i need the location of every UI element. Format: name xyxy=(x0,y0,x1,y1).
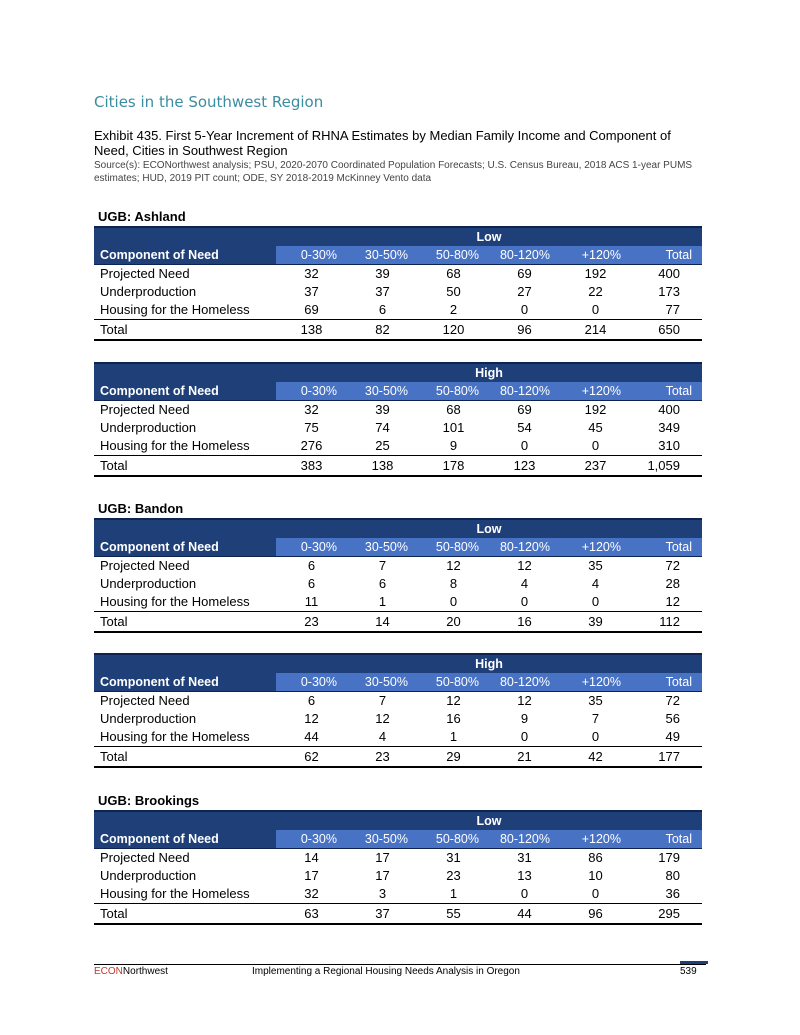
table-cell: 173 xyxy=(658,284,680,299)
row-label: Total xyxy=(94,320,276,341)
band-spacer xyxy=(94,811,276,830)
table-cell: 12 xyxy=(304,711,319,726)
column-header: +120% xyxy=(560,382,631,401)
table-cell: 4 xyxy=(347,728,418,747)
table-cell: 177 xyxy=(631,747,702,768)
income-level-label: Low xyxy=(418,811,560,830)
table-cell: 0 xyxy=(560,593,631,612)
table-cell: 7 xyxy=(378,558,387,573)
table-cell: 237 xyxy=(560,456,631,477)
table-cell: 4 xyxy=(591,576,600,591)
table-cell: 31 xyxy=(446,850,461,865)
table-cell: 35 xyxy=(588,558,603,573)
column-header: +120% xyxy=(560,246,631,265)
table-cell: 400 xyxy=(658,402,680,417)
column-header: 80-120% xyxy=(489,246,560,265)
income-level-label: Low xyxy=(418,227,560,246)
table-cell: 138 xyxy=(276,320,347,341)
table-cell: 25 xyxy=(347,437,418,456)
table-cell: 50 xyxy=(446,284,461,299)
footer-brand-econ: ECON xyxy=(94,966,123,977)
table-cell: 9 xyxy=(520,711,529,726)
table-cell: 69 xyxy=(276,301,347,320)
table-cell: 62 xyxy=(276,747,347,768)
table-cell: 6 xyxy=(307,693,316,708)
row-label: Housing for the Homeless xyxy=(94,885,276,904)
table-row xyxy=(94,437,702,456)
total-row xyxy=(94,320,702,341)
table-cell: 37 xyxy=(304,284,319,299)
table-cell: 27 xyxy=(517,284,532,299)
row-label: Underproduction xyxy=(100,711,197,726)
rhna-table-ashland-low xyxy=(94,226,702,341)
table-cell: 120 xyxy=(418,320,489,341)
table-cell: 39 xyxy=(375,402,390,417)
table-cell: 20 xyxy=(418,612,489,633)
total-row xyxy=(94,747,702,768)
footer-page-number: 539 xyxy=(680,966,697,977)
table-cell: 32 xyxy=(304,266,319,281)
table-cell: 36 xyxy=(631,885,702,904)
table-cell: 12 xyxy=(517,558,532,573)
band-spacer xyxy=(276,519,418,538)
table-cell: 214 xyxy=(560,320,631,341)
row-label: Housing for the Homeless xyxy=(94,728,276,747)
table-cell: 23 xyxy=(446,868,461,883)
table-cell: 13 xyxy=(517,868,532,883)
table-cell: 192 xyxy=(584,402,607,417)
table-cell: 138 xyxy=(347,456,418,477)
source-note: Source(s): ECONorthwest analysis; PSU, 2020-2070 Coordinated Population Forecasts; U.S. Census Bureau, 2018 ACS 1-year PUMS estimates; HUD, 2019 PIT count; ODE, SY 2018-2019 McKinney Vento data xyxy=(94,160,693,184)
footer-brand-n: N xyxy=(122,966,131,977)
column-header: 50-80% xyxy=(418,246,489,265)
table-band-row xyxy=(94,227,702,246)
table-cell: 44 xyxy=(276,728,347,747)
table-cell: 0 xyxy=(489,301,560,320)
band-spacer xyxy=(94,519,276,538)
table-row xyxy=(94,401,702,420)
band-spacer xyxy=(276,654,418,673)
column-header: 30-50% xyxy=(347,830,418,849)
table-band-row xyxy=(94,811,702,830)
table-cell: 349 xyxy=(658,420,680,435)
row-label: Projected Need xyxy=(100,558,190,573)
section-heading: Cities in the Southwest Region xyxy=(94,93,324,111)
table-cell: 276 xyxy=(276,437,347,456)
table-cell: 63 xyxy=(276,904,347,925)
band-spacer xyxy=(560,227,702,246)
table-cell: 45 xyxy=(588,420,603,435)
table-cell: 39 xyxy=(560,612,631,633)
band-spacer xyxy=(560,519,702,538)
row-label: Total xyxy=(94,904,276,925)
table-header-row xyxy=(94,673,702,692)
table-cell: 8 xyxy=(449,576,458,591)
row-label: Underproduction xyxy=(100,868,197,883)
table-cell: 0 xyxy=(560,437,631,456)
band-spacer xyxy=(560,811,702,830)
table-cell: 1,059 xyxy=(631,456,702,477)
table-cell: 23 xyxy=(276,612,347,633)
row-label: Housing for the Homeless xyxy=(94,593,276,612)
column-header: Component of Need xyxy=(94,830,276,849)
table-cell: 49 xyxy=(631,728,702,747)
table-cell: 17 xyxy=(375,850,390,865)
table-cell: 42 xyxy=(560,747,631,768)
table-cell: 14 xyxy=(304,850,319,865)
table-cell: 0 xyxy=(489,728,560,747)
table-cell: 17 xyxy=(304,868,319,883)
column-header: Total xyxy=(631,538,702,557)
table-row xyxy=(94,867,702,885)
table-row xyxy=(94,593,702,612)
column-header: Total xyxy=(631,673,702,692)
row-label: Underproduction xyxy=(100,576,197,591)
column-header: 50-80% xyxy=(418,382,489,401)
table-row xyxy=(94,419,702,437)
table-cell: 23 xyxy=(347,747,418,768)
table-cell: 0 xyxy=(418,593,489,612)
table-cell: 400 xyxy=(658,266,680,281)
table-cell: 68 xyxy=(446,266,461,281)
table-cell: 112 xyxy=(631,612,702,633)
table-cell: 12 xyxy=(446,558,461,573)
table-row xyxy=(94,885,702,904)
column-header: Component of Need xyxy=(94,382,276,401)
table-cell: 12 xyxy=(631,593,702,612)
rhna-table-bandon-low xyxy=(94,518,702,633)
table-cell: 96 xyxy=(489,320,560,341)
income-level-label: High xyxy=(418,363,560,382)
column-header: 0-30% xyxy=(276,382,347,401)
table-cell: 12 xyxy=(446,693,461,708)
table-cell: 31 xyxy=(517,850,532,865)
table-cell: 3 xyxy=(347,885,418,904)
table-row xyxy=(94,710,702,728)
table-cell: 69 xyxy=(517,266,532,281)
table-cell: 74 xyxy=(375,420,390,435)
table-header-row xyxy=(94,830,702,849)
table-cell: 310 xyxy=(631,437,702,456)
table-row xyxy=(94,728,702,747)
table-row xyxy=(94,301,702,320)
table-cell: 37 xyxy=(347,904,418,925)
table-header-row xyxy=(94,246,702,265)
table-cell: 9 xyxy=(418,437,489,456)
footer-rule xyxy=(94,964,706,965)
table-cell: 650 xyxy=(631,320,702,341)
table-cell: 6 xyxy=(307,558,316,573)
table-cell: 35 xyxy=(588,693,603,708)
table-cell: 295 xyxy=(631,904,702,925)
table-cell: 44 xyxy=(489,904,560,925)
table-row xyxy=(94,849,702,868)
column-header: Component of Need xyxy=(94,538,276,557)
income-level-label: Low xyxy=(418,519,560,538)
column-header: 50-80% xyxy=(418,673,489,692)
row-label: Total xyxy=(94,456,276,477)
rhna-table-bandon-high xyxy=(94,653,702,768)
table-cell: 16 xyxy=(446,711,461,726)
band-spacer xyxy=(560,654,702,673)
table-cell: 37 xyxy=(375,284,390,299)
table-cell: 55 xyxy=(418,904,489,925)
table-cell: 192 xyxy=(584,266,607,281)
table-cell: 21 xyxy=(489,747,560,768)
column-header: Component of Need xyxy=(94,246,276,265)
table-band-row xyxy=(94,519,702,538)
row-label: Total xyxy=(94,612,276,633)
table-cell: 54 xyxy=(517,420,532,435)
footer-document-title: Implementing a Regional Housing Needs Analysis in Oregon xyxy=(252,966,520,977)
table-cell: 16 xyxy=(489,612,560,633)
table-row xyxy=(94,575,702,593)
table-cell: 0 xyxy=(489,437,560,456)
table-cell: 12 xyxy=(375,711,390,726)
table-cell: 6 xyxy=(378,576,387,591)
row-label: Projected Need xyxy=(100,402,190,417)
column-header: 80-120% xyxy=(489,538,560,557)
column-header: Total xyxy=(631,246,702,265)
band-spacer xyxy=(94,363,276,382)
table-cell: 77 xyxy=(631,301,702,320)
column-header: 30-50% xyxy=(347,382,418,401)
table-cell: 6 xyxy=(307,576,316,591)
table-cell: 82 xyxy=(347,320,418,341)
table-header-row xyxy=(94,382,702,401)
table-cell: 6 xyxy=(347,301,418,320)
band-spacer xyxy=(276,227,418,246)
rhna-table-brookings-low xyxy=(94,810,702,925)
column-header: 30-50% xyxy=(347,538,418,557)
table-cell: 22 xyxy=(588,284,603,299)
table-cell: 0 xyxy=(560,885,631,904)
table-cell: 69 xyxy=(517,402,532,417)
table-cell: 1 xyxy=(418,885,489,904)
column-header: 50-80% xyxy=(418,830,489,849)
table-cell: 11 xyxy=(276,593,347,612)
table-cell: 0 xyxy=(560,728,631,747)
column-header: +120% xyxy=(560,538,631,557)
table-row xyxy=(94,283,702,301)
table-cell: 7 xyxy=(591,711,600,726)
column-header: 0-30% xyxy=(276,673,347,692)
ugb-label-bandon: UGB: Bandon xyxy=(98,501,184,516)
column-header: Total xyxy=(631,382,702,401)
table-cell: 123 xyxy=(489,456,560,477)
column-header: Total xyxy=(631,830,702,849)
column-header: Component of Need xyxy=(94,673,276,692)
table-cell: 178 xyxy=(418,456,489,477)
column-header: 0-30% xyxy=(276,830,347,849)
table-row xyxy=(94,265,702,284)
exhibit-title: Exhibit 435. First 5-Year Increment of RHNA Estimates by Median Family Income and Component of Need, Cities in Southwest Region xyxy=(94,128,671,158)
band-spacer xyxy=(276,811,418,830)
table-cell: 80 xyxy=(665,868,680,883)
income-level-label: High xyxy=(418,654,560,673)
total-row xyxy=(94,904,702,925)
table-cell: 101 xyxy=(442,420,465,435)
table-cell: 39 xyxy=(375,266,390,281)
table-cell: 4 xyxy=(520,576,529,591)
table-band-row xyxy=(94,363,702,382)
column-header: 0-30% xyxy=(276,538,347,557)
total-row xyxy=(94,456,702,477)
footer-brand xyxy=(94,966,168,977)
column-header: 30-50% xyxy=(347,673,418,692)
table-cell: 86 xyxy=(588,850,603,865)
table-cell: 383 xyxy=(276,456,347,477)
column-header: 0-30% xyxy=(276,246,347,265)
table-cell: 14 xyxy=(347,612,418,633)
table-cell: 0 xyxy=(560,301,631,320)
table-cell: 17 xyxy=(375,868,390,883)
column-header: 30-50% xyxy=(347,246,418,265)
row-label: Projected Need xyxy=(100,693,190,708)
table-cell: 1 xyxy=(347,593,418,612)
ugb-label-ashland: UGB: Ashland xyxy=(98,209,186,224)
row-label: Housing for the Homeless xyxy=(94,437,276,456)
table-cell: 29 xyxy=(418,747,489,768)
total-row xyxy=(94,612,702,633)
row-label: Housing for the Homeless xyxy=(94,301,276,320)
column-header: +120% xyxy=(560,830,631,849)
column-header: 50-80% xyxy=(418,538,489,557)
table-cell: 179 xyxy=(658,850,680,865)
table-cell: 2 xyxy=(418,301,489,320)
table-cell: 75 xyxy=(304,420,319,435)
table-row xyxy=(94,557,702,576)
table-cell: 1 xyxy=(418,728,489,747)
row-label: Total xyxy=(94,747,276,768)
table-cell: 12 xyxy=(517,693,532,708)
table-header-row xyxy=(94,538,702,557)
table-cell: 32 xyxy=(304,402,319,417)
row-label: Underproduction xyxy=(100,284,197,299)
table-cell: 68 xyxy=(446,402,461,417)
table-cell: 10 xyxy=(588,868,603,883)
band-spacer xyxy=(94,654,276,673)
table-cell: 7 xyxy=(378,693,387,708)
table-cell: 72 xyxy=(665,558,680,573)
column-header: +120% xyxy=(560,673,631,692)
table-cell: 56 xyxy=(665,711,680,726)
table-cell: 96 xyxy=(560,904,631,925)
table-cell: 0 xyxy=(489,593,560,612)
column-header: 80-120% xyxy=(489,382,560,401)
table-cell: 32 xyxy=(276,885,347,904)
band-spacer xyxy=(276,363,418,382)
table-row xyxy=(94,692,702,711)
table-cell: 28 xyxy=(665,576,680,591)
band-spacer xyxy=(560,363,702,382)
rhna-table-ashland-high xyxy=(94,362,702,477)
column-header: 80-120% xyxy=(489,830,560,849)
column-header: 80-120% xyxy=(489,673,560,692)
footer-brand-northwest: orthwest xyxy=(130,966,168,977)
row-label: Projected Need xyxy=(100,266,190,281)
ugb-label-brookings: UGB: Brookings xyxy=(98,793,200,808)
table-cell: 0 xyxy=(489,885,560,904)
table-band-row xyxy=(94,654,702,673)
row-label: Projected Need xyxy=(100,850,190,865)
row-label: Underproduction xyxy=(100,420,197,435)
band-spacer xyxy=(94,227,276,246)
table-cell: 72 xyxy=(665,693,680,708)
